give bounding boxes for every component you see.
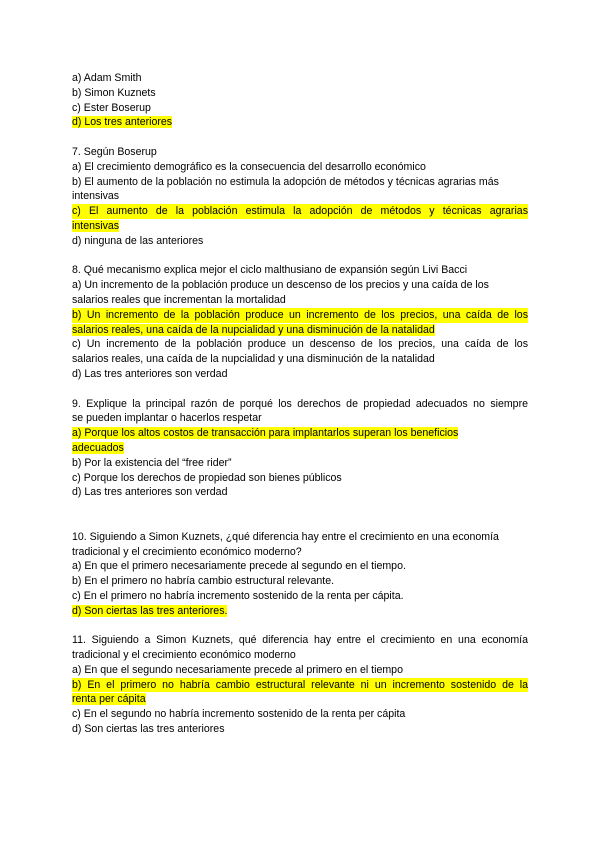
option-a: a) En que el primero necesariamente precede al segundo en el tiempo. xyxy=(72,560,406,573)
option-b: b) Simon Kuznets xyxy=(72,86,156,99)
option-c-cont: salarios reales, una caída de la nupcialidad y una disminución de la natalidad xyxy=(72,353,435,366)
option-b-highlighted-answer: b) En el primero no habría cambio estructural relevante ni un incremento sostenido de la xyxy=(72,678,528,691)
option-c-highlighted-answer-cont: intensivas xyxy=(72,219,120,232)
option-b: b) Por la existencia del “free rider” xyxy=(72,456,232,469)
option-c: c) En el segundo no habría incremento sostenido de la renta per cápita xyxy=(72,708,406,721)
option-d: d) Las tres anteriores son verdad xyxy=(72,486,228,499)
question-7-title: 7. Según Boserup xyxy=(72,145,157,158)
question-10-title-cont: tradicional y el crecimiento económico moderno? xyxy=(72,545,302,558)
option-d: d) Las tres anteriores son verdad xyxy=(72,367,228,380)
option-b: b) En el primero no habría cambio estructural relevante. xyxy=(72,575,335,588)
question-7 xyxy=(72,145,528,249)
option-d: d) Son ciertas las tres anteriores xyxy=(72,723,225,736)
document-content xyxy=(72,71,528,737)
option-a: a) En que el segundo necesariamente precede al primero en el tiempo xyxy=(72,663,403,676)
option-a-cont: salarios reales que incrementan la mortalidad xyxy=(72,293,286,306)
option-b-cont: intensivas xyxy=(72,190,120,203)
question-6-options xyxy=(72,71,528,130)
option-a: a) El crecimiento demográfico es la consecuencia del desarrollo económico xyxy=(72,160,426,173)
option-b-highlighted-answer: b) Un incremento de la población produce un incremento de los precios, una caída de los xyxy=(72,308,528,321)
option-a: a) Un incremento de la población produce un descenso de los precios y una caída de los xyxy=(72,279,489,292)
option-a: a) Adam Smith xyxy=(72,72,142,84)
option-c: c) Ester Boserup xyxy=(72,101,151,114)
question-10 xyxy=(72,530,528,619)
option-b: b) El aumento de la población no estimula la adopción de métodos y técnicas agrarias más xyxy=(72,175,499,188)
question-8-title: 8. Qué mecanismo explica mejor el ciclo malthusiano de expansión según Livi Bacci xyxy=(72,264,468,277)
question-8 xyxy=(72,263,528,381)
option-c-highlighted-answer: c) El aumento de la población estimula la adopción de métodos y técnicas agrarias xyxy=(72,205,528,218)
option-d-highlighted-answer: d) Los tres anteriores xyxy=(72,116,173,129)
option-d: d) ninguna de las anteriores xyxy=(72,234,204,247)
option-b-highlighted-answer-cont: salarios reales, una caída de la nupcialidad y una disminución de la natalidad xyxy=(72,323,435,336)
option-c: c) Porque los derechos de propiedad son bienes públicos xyxy=(72,471,342,484)
option-d-highlighted-answer: d) Son ciertas las tres anteriores. xyxy=(72,604,228,617)
option-c: c) En el primero no habría incremento sostenido de la renta per cápita. xyxy=(72,589,404,602)
option-b-highlighted-answer-cont: renta per cápita xyxy=(72,693,146,706)
question-11-title-cont: tradicional y el crecimiento económico moderno xyxy=(72,649,296,662)
question-9-title: 9. Explique la principal razón de porqué los derechos de propiedad adecuados no siempre xyxy=(72,397,528,410)
question-11-title: 11. Siguiendo a Simon Kuznets, qué diferencia hay entre el crecimiento en una economía xyxy=(72,634,528,647)
question-11 xyxy=(72,633,528,737)
option-a-highlighted-answer-cont: adecuados xyxy=(72,441,124,454)
option-a-highlighted-answer: a) Porque los altos costos de transacción para implantarlos superan los beneficios xyxy=(72,427,459,440)
question-10-title: 10. Siguiendo a Simon Kuznets, ¿qué diferencia hay entre el crecimiento en una economía xyxy=(72,530,499,543)
question-9-title-cont: se pueden implantar o hacerlos respetar xyxy=(72,412,262,425)
option-c: c) Un incremento de la población produce un descenso de los precios, una caída de los xyxy=(72,338,528,351)
question-9 xyxy=(72,397,528,501)
